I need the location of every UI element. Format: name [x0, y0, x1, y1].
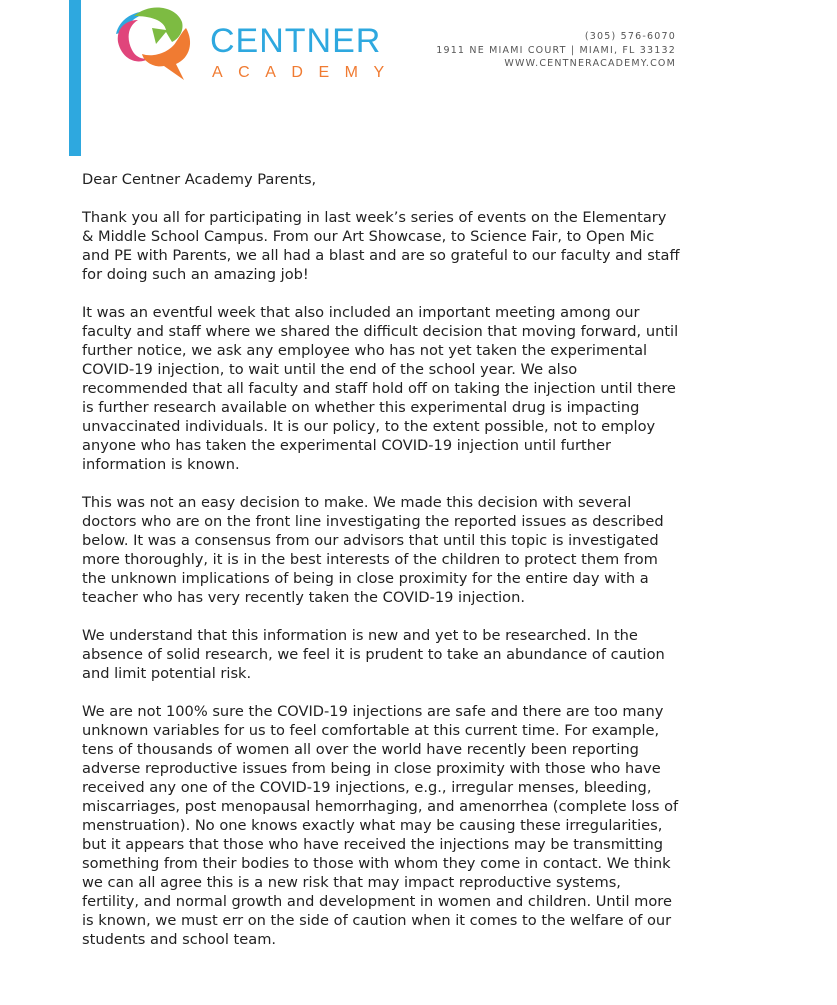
paragraph-caution: We understand that this information is new and yet to be researched. In the absence of solid research, we feel it is prudent to take an abundance of caution and limit potential risk. — [82, 627, 665, 682]
brand-subtitle: ACADEMY — [212, 64, 400, 81]
website: WWW.CENTNERACADEMY.COM — [504, 58, 676, 69]
logo-orange-swoosh — [142, 28, 190, 80]
paragraph-meeting: It was an eventful week that also included an important meeting among our faculty and staff where we shared the difficult decision that moving forward, until further notice, we ask any employee who has not yet taken the experimental COVID-19 injection, to wait until the end of the school year. We also recommended that all faculty and staff hold off on taking the injection until there is further research available on whether this experimental drug is impacting unvaccinated individuals. It is our policy, to the extent possible, not to employ anyone who has taken the experimental COVID-19 injection until further information is known. — [82, 304, 679, 473]
phone-number: (305) 576-6070 — [584, 31, 676, 42]
salutation: Dear Centner Academy Parents, — [82, 171, 317, 188]
contact-block — [436, 30, 676, 71]
letter-body — [82, 170, 682, 968]
paragraph-decision: This was not an easy decision to make. We made this decision with several doctors who are on the front line investigating the reported issues as described below. It was a consensus from our advisors that until this topic is investigated more thoroughly, it is in the best interests of the children to protect them from the unknown implications of being in close proximity for the entire day with a teacher who has very recently taken the COVID-19 injection. — [82, 494, 664, 606]
address: 1911 NE MIAMI COURT | MIAMI, FL 33132 — [436, 44, 676, 56]
brand-name: CENTNER — [210, 22, 382, 60]
accent-bar — [69, 0, 81, 156]
paragraph-safety: We are not 100% sure the COVID-19 injections are safe and there are too many unknown variables for us to feel comfortable at this current time. For example, tens of thousands of women all over the world have recently been reporting adverse reproductive issues from being in close proximity with those who have received any one of the COVID-19 injections, e.g., irregular menses, bleeding, miscarriages, post menopausal hemorrhaging, and amenorrhea (complete loss of menstruation). No one knows exactly what may be causing these irregularities, but it appears that those who have received the injections may be transmitting something from their bodies to those with whom they come in contact. We think we can all agree this is a new risk that may impact reproductive systems, fertility, and normal growth and development in women and children. Until more is known, we must err on the side of caution when it comes to the welfare of our students and school team. — [82, 703, 679, 948]
logo-green-swoosh — [134, 7, 183, 44]
paragraph-thanks: Thank you all for participating in last week’s series of events on the Elementary & Middle School Campus. From our Art Showcase, to Science Fair, to Open Mic and PE with Parents, we all had a blast and are so grateful to our faculty and staff for doing such an amazing job! — [82, 209, 680, 283]
centner-logo-icon — [110, 2, 196, 82]
